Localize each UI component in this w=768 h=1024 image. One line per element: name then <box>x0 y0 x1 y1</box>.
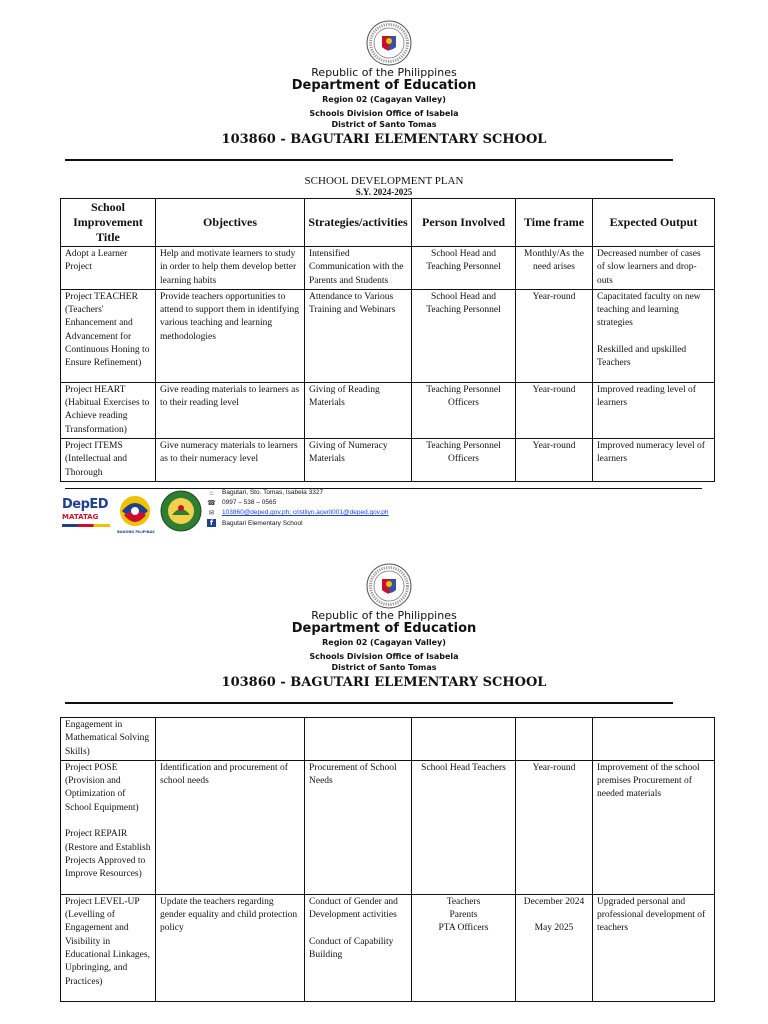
cell-objectives: Give numeracy materials to learners as to their numeracy level <box>156 439 305 482</box>
col-header-output: Expected Output <box>593 199 715 247</box>
deped-seal-icon <box>366 20 412 66</box>
cell-output: Decreased number of cases of slow learners and drop-outs <box>593 247 715 290</box>
cell-title: Project TEACHER (Teachers' Enhancement and Advancement for Continuous Honing to Ensure Refinement) <box>61 289 156 382</box>
phone-icon: ☎ <box>207 499 216 507</box>
cell-strategies <box>305 718 412 761</box>
cell-title: Adopt a Learner Project <box>61 247 156 290</box>
deped-matatag-logo <box>62 497 110 533</box>
header-rule <box>65 159 673 161</box>
cell-timeframe: Year-round <box>516 289 593 382</box>
cell-objectives <box>156 718 305 761</box>
department-text: Department of Education <box>291 621 477 636</box>
email-icon: ✉ <box>208 509 215 517</box>
table-row <box>61 894 715 1001</box>
header-rule <box>65 702 673 704</box>
cell-title: Engagement in Mathematical Solving Skills) <box>61 718 156 761</box>
development-plan-table <box>60 198 715 482</box>
cell-title: Project ITEMS (Intellectual and Thorough <box>61 439 156 482</box>
division-text: Schools Division Office of Isabela <box>309 109 459 118</box>
division-text: Schools Division Office of Isabela <box>309 652 459 661</box>
cell-objectives: Help and motivate learners to study in order to help them develop better learning habits <box>156 247 305 290</box>
matatag-text: MATATAG <box>62 513 99 521</box>
school-name: 103860 - BAGUTARI ELEMENTARY SCHOOL <box>221 132 547 147</box>
col-header-person: Person Involved <box>412 199 516 247</box>
col-header-objectives: Objectives <box>156 199 305 247</box>
republic-text: Republic of the Philippines <box>311 609 457 622</box>
plan-title: SCHOOL DEVELOPMENT PLAN <box>304 175 464 187</box>
region-text: Region 02 (Cagayan Valley) <box>322 638 446 647</box>
district-text: District of Santo Tomas <box>331 120 437 129</box>
table-row <box>61 439 715 482</box>
plan-school-year: S.Y. 2024-2025 <box>355 187 413 197</box>
region-text: Region 02 (Cagayan Valley) <box>322 95 446 104</box>
col-header-timeframe: Time frame <box>516 199 593 247</box>
bagong-pilipinas-logo <box>114 493 156 533</box>
col-header-title: School Improvement Title <box>61 199 156 247</box>
footer-address: Bagutari, Sto. Tomas, Isabela 3327 <box>222 489 324 496</box>
development-plan-table-continued <box>60 717 715 1002</box>
cell-objectives: Give reading materials to learners as to their reading level <box>156 382 305 438</box>
cell-output: Improved reading level of learners <box>593 382 715 438</box>
cell-strategies: Procurement of School Needs <box>305 760 412 894</box>
cell-timeframe: Year-round <box>516 760 593 894</box>
cell-output: Capacitated faculty on new teaching and learning strategies Reskilled and upskilled Teachers <box>593 289 715 382</box>
cell-title: Project LEVEL-UP (Levelling of Engagement and Visibility in Educational Linkages, Upbringing, and Practices) <box>61 894 156 1001</box>
republic-text: Republic of the Philippines <box>311 66 457 79</box>
cell-output: Upgraded personal and professional development of teachers <box>593 894 715 1001</box>
table-row <box>61 718 715 761</box>
bagong-pilipinas-text: BAGONG PILIPINAS <box>117 530 155 534</box>
table-row <box>61 382 715 438</box>
cell-person: School Head Teachers <box>412 760 516 894</box>
cell-strategies: Attendance to Various Training and Webinars <box>305 289 412 382</box>
cell-timeframe <box>516 718 593 761</box>
table-header-row <box>61 199 715 247</box>
cell-person: Teachers Parents PTA Officers <box>412 894 516 1001</box>
cell-person: Teaching Personnel Officers <box>412 439 516 482</box>
footer-emails[interactable] <box>222 509 389 518</box>
cell-title: Project HEART (Habitual Exercises to Achieve reading Transformation) <box>61 382 156 438</box>
cell-output: Improved numeracy level of learners <box>593 439 715 482</box>
cell-person: School Head and Teaching Personnel <box>412 289 516 382</box>
cell-objectives: Provide teachers opportunities to attend to support them in identifying various teaching and learning methodologies <box>156 289 305 382</box>
department-text: Department of Education <box>291 78 477 93</box>
table-row <box>61 289 715 382</box>
cell-person: School Head and Teaching Personnel <box>412 247 516 290</box>
cell-title: Project POSE (Provision and Optimization of School Equipment) Project REPAIR (Restore and Establish Projects Approved to Improve Resources) <box>61 760 156 894</box>
table-row <box>61 247 715 290</box>
footer-phone: 0997 – 538 – 0565 <box>222 499 277 506</box>
facebook-icon: f <box>207 519 216 527</box>
cell-timeframe: Year-round <box>516 439 593 482</box>
cell-person <box>412 718 516 761</box>
cell-timeframe: Monthly/As the need arises <box>516 247 593 290</box>
cell-strategies: Giving of Numeracy Materials <box>305 439 412 482</box>
col-header-strategies: Strategies/activities <box>305 199 412 247</box>
school-seal-logo <box>160 489 202 533</box>
footer-facebook: Bagutari Elementary School <box>222 520 303 527</box>
table-row <box>61 760 715 894</box>
cell-strategies: Giving of Reading Materials <box>305 382 412 438</box>
cell-objectives: Identification and procurement of school needs <box>156 760 305 894</box>
cell-timeframe: Year-round <box>516 382 593 438</box>
email-link[interactable]: 103860@deped.gov.ph; cristilyn.acerit001@deped.gov.ph <box>222 509 389 516</box>
deped-seal-icon <box>366 563 412 609</box>
cell-timeframe: December 2024 May 2025 <box>516 894 593 1001</box>
cell-strategies: Conduct of Gender and Development activities Conduct of Capability Building <box>305 894 412 1001</box>
school-name: 103860 - BAGUTARI ELEMENTARY SCHOOL <box>221 675 547 690</box>
cell-strategies: Intensified Communication with the Parents and Students <box>305 247 412 290</box>
location-icon: ⌂ <box>209 489 214 497</box>
cell-objectives: Update the teachers regarding gender equality and child protection policy <box>156 894 305 1001</box>
cell-output <box>593 718 715 761</box>
cell-output: Improvement of the school premises Procurement of needed materials <box>593 760 715 894</box>
district-text: District of Santo Tomas <box>331 663 437 672</box>
deped-logo-text: DepED <box>62 497 109 512</box>
cell-person: Teaching Personnel Officers <box>412 382 516 438</box>
